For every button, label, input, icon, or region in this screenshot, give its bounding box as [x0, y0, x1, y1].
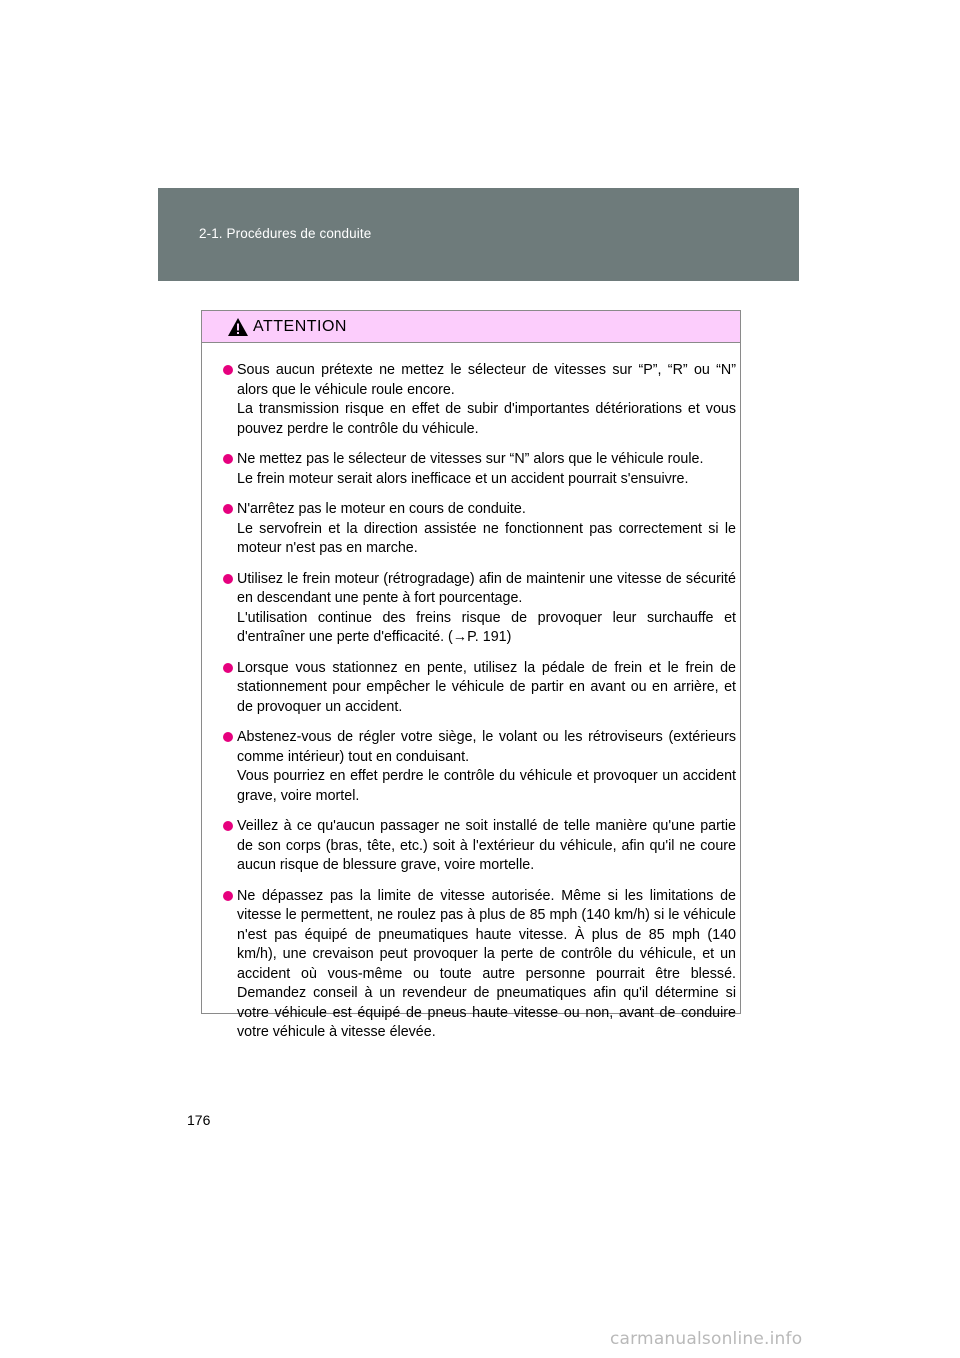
attention-paragraph: La transmission risque en effet de subir d'importantes détériorations et vous pouvez perdre le contrôle du véhicule.: [237, 401, 736, 437]
bullet-icon: [223, 504, 233, 514]
bullet-icon: [223, 732, 233, 742]
attention-item: [223, 728, 736, 806]
bullet-icon: [223, 574, 233, 584]
bullet-icon: [223, 365, 233, 375]
attention-paragraph: Vous pourriez en effet perdre le contrôle du véhicule et provoquer un accident grave, voire mortel.: [237, 768, 736, 804]
attention-paragraph: Le servofrein et la direction assistée ne fonctionnent pas correctement si le moteur n'est pas en marche.: [237, 520, 736, 556]
attention-paragraph: Lorsque vous stationnez en pente, utilisez la pédale de frein et le frein de stationnement pour empêcher le véhicule de partir en avant ou en arrière, et de provoquer un accident.: [237, 659, 736, 715]
warning-triangle-icon: [227, 317, 249, 337]
attention-box: [201, 310, 741, 1040]
page-number: 176: [187, 1112, 211, 1128]
attention-paragraph: Utilisez le frein moteur (rétrogradage) afin de maintenir une vitesse de sécurité en descendant une pente à fort pourcentage.: [237, 570, 736, 606]
attention-item: [223, 361, 736, 439]
attention-paragraph: Abstenez-vous de régler votre siège, le volant ou les rétroviseurs (extérieurs comme intérieur) tout en conduisant.: [237, 729, 736, 765]
attention-item: [223, 570, 736, 648]
section-title: 2-1. Procédures de conduite: [199, 226, 372, 241]
bullet-icon: [223, 663, 233, 673]
attention-item: [223, 887, 736, 1043]
attention-item: [223, 450, 736, 489]
bullet-icon: [223, 454, 233, 464]
attention-list: [202, 343, 740, 1043]
attention-item: [223, 659, 736, 718]
attention-header: [202, 311, 740, 343]
attention-paragraph: L'utilisation continue des freins risque de provoquer leur surchauffe et d'entraîner une perte d'efficacité. (→P. 191): [237, 609, 736, 645]
attention-paragraph: Veillez à ce qu'aucun passager ne soit installé de telle manière qu'une partie de son corps (bras, tête, etc.) soit à l'extérieur du véhicule, afin qu'il ne coure aucun risque de blessure grave, voire mortelle.: [237, 818, 736, 873]
attention-title: ATTENTION: [253, 317, 347, 335]
bullet-icon: [223, 891, 233, 901]
attention-paragraph: Ne dépassez pas la limite de vitesse autorisée. Même si les limitations de vitesse le permettent, ne roulez pas à plus de 85 mph (140 km/h) si le véhicule n'est pas équipé de pneumatiques haute vitesse. À plus de 85 mph (140 km/h), une crevaison peut provoquer la perte de contrôle du véhicule, et un accident où vous-même ou toute autre personne pourrait être blessé. Demandez conseil à un revendeur de pneumatiques afin qu'il détermine si votre véhicule est équipé de pneus haute vitesse ou non, avant de conduire votre véhicule à vitesse élevée.: [237, 887, 736, 1040]
attention-paragraph: Sous aucun prétexte ne mettez le sélecteur de vitesses sur “P”, “R” ou “N” alors que le véhicule roule encore.: [237, 362, 736, 398]
attention-item: [223, 817, 736, 876]
attention-paragraph: Ne mettez pas le sélecteur de vitesses sur “N” alors que le véhicule roule.: [237, 451, 704, 467]
bullet-icon: [223, 821, 233, 831]
attention-item: [223, 500, 736, 559]
attention-paragraph: Le frein moteur serait alors inefficace et un accident pourrait s'ensuivre.: [237, 470, 689, 487]
attention-paragraph: N'arrêtez pas le moteur en cours de conduite.: [237, 501, 526, 517]
watermark: carmanualsonline.info: [610, 1329, 803, 1349]
